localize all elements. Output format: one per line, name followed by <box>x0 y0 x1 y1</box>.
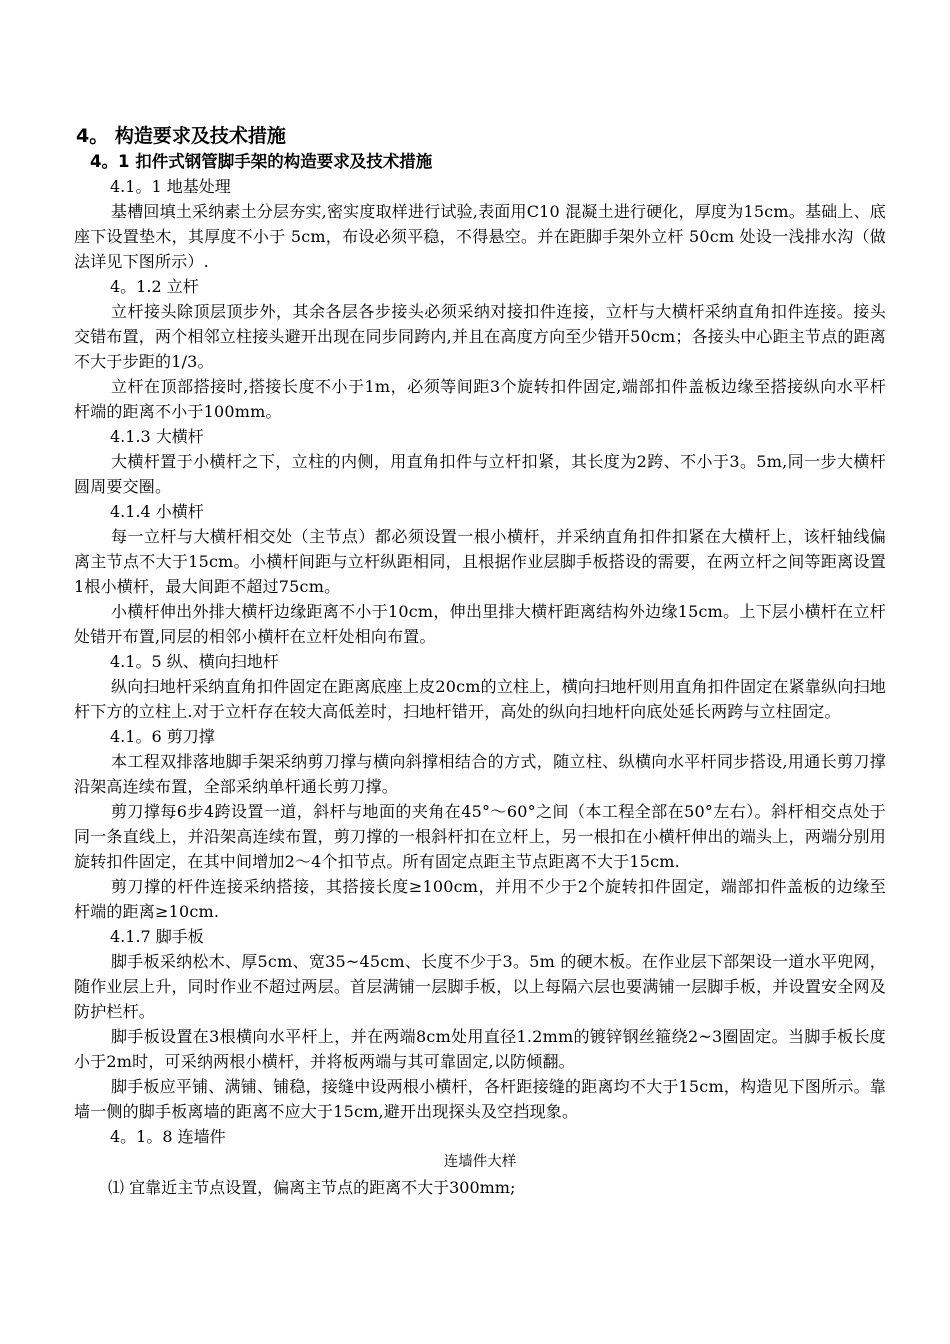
paragraph: 脚手板设置在3根横向水平杆上，并在两端8cm处用直径1.2mm的镀锌钢丝箍绕2~3圈固定。当脚手板长度小于2m时，可采纳两根小横杆，并将板两端与其可靠固定,以防倾翻。 <box>74 1027 886 1071</box>
clause-title-4-1-1: 4.1。1 地基处理 <box>110 177 231 196</box>
clause-title-4-1-3: 4.1.3 大横杆 <box>110 427 204 446</box>
clause-title-4-1-7: 4.1.7 脚手板 <box>110 927 204 946</box>
subsection-heading: 4。1 扣件式钢管脚手架的构造要求及技术措施 <box>90 152 433 171</box>
paragraph: 剪刀撑每6步4跨设置一道，斜杆与地面的夹角在45°～60°之间（本工程全部在50°左右）。斜杆相交点处于同一条直线上，并沿架高连续布置，剪刀撑的一根斜杆扣在立杆上，另一根扣在小横杆伸出的端头上，两端分别用旋转扣件固定，在其中间增加2～4个扣节点。所有固定点距主节点距离不大于15cm. <box>74 802 886 871</box>
paragraph: 立杆接头除顶层顶步外，其余各层各步接头必须采纳对接扣件连接，立杆与大横杆采纳直角扣件连接。接头交错布置，两个相邻立柱接头避开出现在同步同跨内,并且在高度方向至少错开50cm；各接头中心距主节点的距离不大于步距的1/3。 <box>74 302 886 371</box>
clause-title-4-1-6: 4.1。6 剪刀撑 <box>110 727 215 746</box>
clause-title-4-1-5: 4.1。5 纵、横向扫地杆 <box>110 652 279 671</box>
paragraph: 脚手板采纳松木、厚5cm、宽35~45cm、长度不少于3。5m 的硬木板。在作业层下部架设一道水平兜网，随作业层上升，同时作业不超过两层。首层满铺一层脚手板，以上每隔六层也要满铺一层脚手板，并设置安全网及防护栏杆。 <box>74 952 886 1021</box>
paragraph: 本工程双排落地脚手架采纳剪刀撑与横向斜撑相结合的方式，随立柱、纵横向水平杆同步搭设,用通长剪刀撑沿架高连续布置，全部采纳单杆通长剪刀撑。 <box>74 752 886 796</box>
paragraph: 每一立杆与大横杆相交处（主节点）都必须设置一根小横杆，并采纳直角扣件扣紧在大横杆上，该杆轴线偏离主节点不大于15cm。小横杆间距与立杆纵距相同，且根据作业层脚手板搭设的需要，在两立杆之间等距离设置1根小横杆，最大间距不超过75cm。 <box>74 527 886 596</box>
paragraph: 立杆在顶部搭接时,搭接长度不小于1m，必须等间距3个旋转扣件固定,端部扣件盖板边缘至搭接纵向水平杆杆端的距离不小于100mm。 <box>74 377 886 421</box>
list-item: ⑴ 宜靠近主节点设置，偏离主节点的距离不大于300mm; <box>108 1178 516 1197</box>
paragraph: 小横杆伸出外排大横杆边缘距离不小于10cm，伸出里排大横杆距离结构外边缘15cm。上下层小横杆在立杆处错开布置,同层的相邻小横杆在立杆处相向布置。 <box>74 602 886 646</box>
clause-title-4-1-8: 4。1。8 连墙件 <box>110 1127 226 1146</box>
paragraph: 大横杆置于小横杆之下，立柱的内侧，用直角扣件与立杆扣紧，其长度为2跨、不小于3。5m,同一步大横杆圆周要交圈。 <box>74 452 886 496</box>
clause-title-4-1-4: 4.1.4 小横杆 <box>110 502 204 521</box>
clause-title-4-1-2: 4。1.2 立杆 <box>110 277 199 296</box>
paragraph: 脚手板应平铺、满铺、铺稳，接缝中设两根小横杆，各杆距接缝的距离均不大于15cm，构造见下图所示。靠墙一侧的脚手板离墙的距离不应大于15cm,避开出现探头及空挡现象。 <box>74 1077 886 1121</box>
paragraph: 基槽回填土采纳素土分层夯实,密实度取样进行试验,表面用C10 混凝土进行硬化，厚度为15cm。基础上、底座下设置垫木，其厚度不小于 5cm，布设必须平稳，不得悬空。并在距脚手架外立杆 50cm 处设一浅排水沟（做法详见下图所示）. <box>74 202 886 271</box>
paragraph: 剪刀撑的杆件连接采纳搭接，其搭接长度≥100cm，并用不少于2个旋转扣件固定，端部扣件盖板的边缘至杆端的距离≥10cm. <box>74 877 886 921</box>
figure-caption: 连墙件大样 <box>443 1154 517 1170</box>
paragraph: 纵向扫地杆采纳直角扣件固定在距离底座上皮20cm的立柱上，横向扫地杆则用直角扣件固定在紧靠纵向扫地杆下方的立柱上.对于立杆存在较大高低差时，扫地杆错开，高处的纵向扫地杆向底处延长两跨与立柱固定。 <box>74 677 886 721</box>
document-body <box>74 122 886 1200</box>
section-heading: 4。 构造要求及技术措施 <box>76 125 286 147</box>
